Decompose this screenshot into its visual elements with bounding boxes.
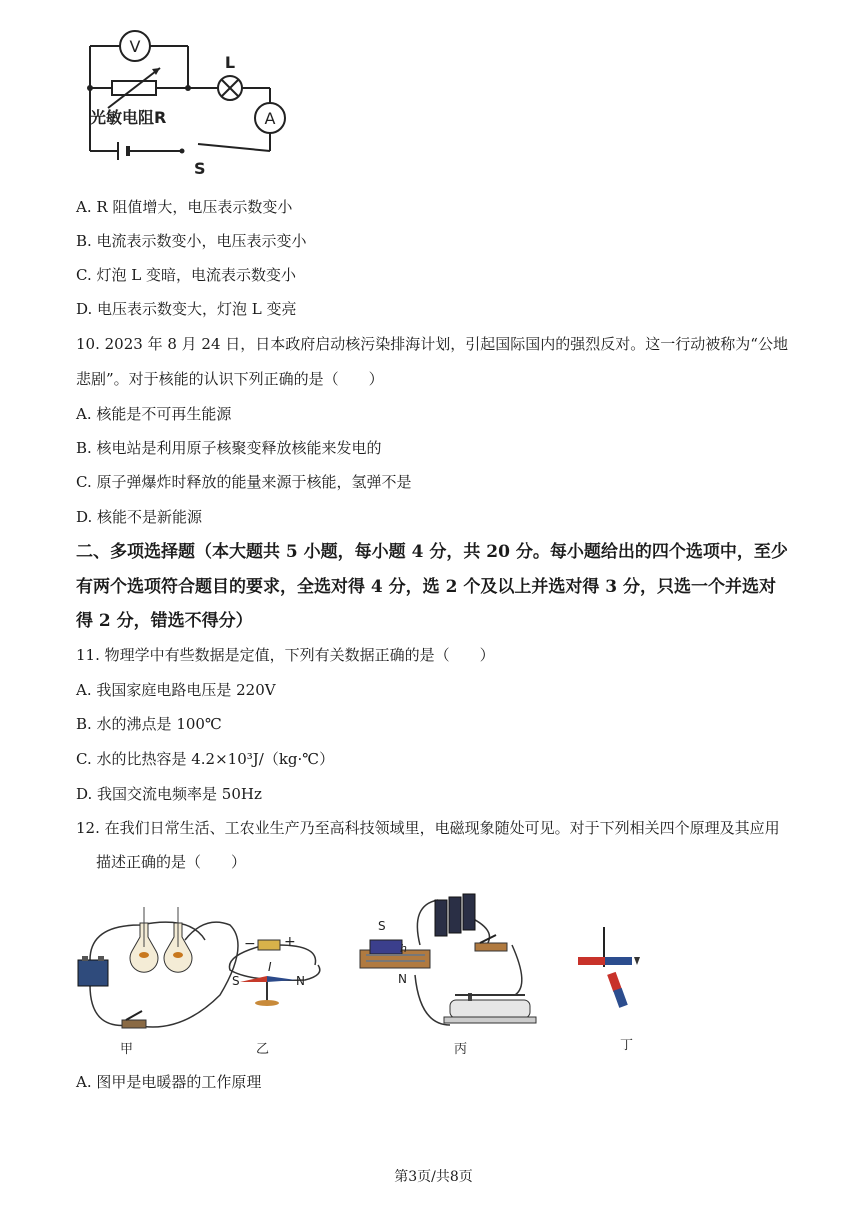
lamp-label: L [224,53,236,72]
section2-line2: 有两个选项符合题目的要求，全选对得 4 分，选 2 个及以上并选对得 3 分，只选一个并选对 [76,577,776,597]
q10-option-a: A. 核能是不可再生能源 [76,405,232,423]
q9-option-c: C. 灯泡 L 变暗，电流表示数变小 [76,266,296,284]
resistor-label: 光敏电阻R [90,108,167,127]
figure-yi [229,934,319,1057]
q10-stem-line1: 10. 2023 年 8 月 24 日，日本政府启动核污染排海计划，引起国际国内的强烈反对。这一行动被称为“公地 [76,335,788,353]
figure-label-ding: 丁 [620,1038,634,1053]
q9-option-b: B. 电流表示数变小，电压表示变小 [76,232,307,250]
fig3-h: h [400,942,407,955]
section2-line3: 得 2 分，错选不得分） [76,611,253,631]
q10-option-b: B. 核电站是利用原子核聚变释放核能来发电的 [76,439,382,457]
q11-option-d: D. 我国交流电频率是 50Hz [76,785,262,803]
q10-stem-line2: 悲剧”。对于核能的认识下列正确的是（ ） [76,370,384,388]
fig3-s: S [378,919,386,933]
section2-line1: 二、多项选择题（本大题共 5 小题，每小题 4 分，共 20 分。每小题给出的四个选项中，至少 [76,542,788,562]
fig2-plus: + [284,934,296,950]
figure-bing [360,894,536,1057]
voltmeter-label: V [129,37,141,56]
q12-option-a: A. 图甲是电暖器的工作原理 [76,1073,262,1091]
q9-option-d: D. 电压表示数变大，灯泡 L 变亮 [76,300,297,318]
q11-option-a: A. 我国家庭电路电压是 220V [76,681,276,699]
fig3-n: N [398,972,407,986]
fig2-current: I [268,960,272,974]
figure-label-jia: 甲 [120,1042,134,1057]
q10-option-d: D. 核能不是新能源 [76,508,203,526]
figure-jia [78,907,238,1057]
figure-label-bing: 丙 [454,1042,468,1057]
ammeter-label: A [264,109,276,128]
figure-ding [578,927,640,1053]
switch-label: S [194,159,206,178]
circuit-diagram [70,26,310,186]
q11-option-c: C. 水的比热容是 4.2×10³J/（kg·℃） [76,750,335,768]
fig2-s: S [232,974,240,988]
fig2-minus: − [244,936,256,952]
page-footer: 第3页/共8页 [394,1169,473,1185]
q12-stem-line2: 描述正确的是（ ） [96,853,247,871]
q11-stem: 11. 物理学中有些数据是定值，下列有关数据正确的是（ ） [76,646,495,664]
q9-option-a: A. R 阻值增大，电压表示数变小 [76,198,293,216]
q10-option-c: C. 原子弹爆炸时释放的能量来源于核能，氢弹不是 [76,473,412,491]
q11-option-b: B. 水的沸点是 100℃ [76,715,222,733]
fig2-n: N [296,974,305,988]
q12-figures [60,885,780,1065]
q12-stem-line1: 12. 在我们日常生活、工农业生产乃至高科技领域里，电磁现象随处可见。对于下列相关四个原理及其应用 [76,819,780,837]
figure-label-yi: 乙 [256,1042,270,1057]
